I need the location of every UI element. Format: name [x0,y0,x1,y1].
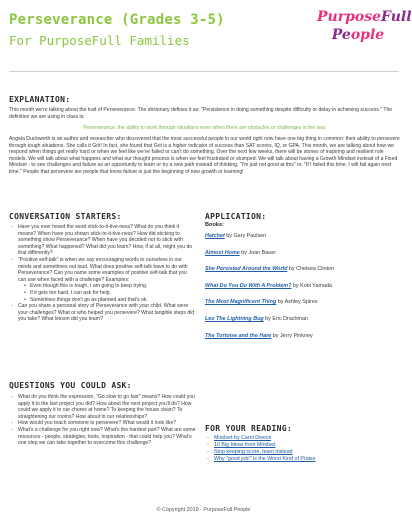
explanation-body: This month we're talking about the trait of Perseverance. The dictionary defines it as: "Persistence in doing something despite difficulty or delay in achieving success." The definition we are using in class is: [9,107,393,120]
list-item: • Even though this is tough, I am going to keep trying. [30,283,195,290]
grit-story [9,136,401,176]
conversation-list [9,224,195,323]
book-item: What Do You Do With A Problem? by Kobi Yamada [205,282,332,289]
copyright-footer: © Copyright 2019 - PurposeFull People [156,507,251,513]
list-item: - What's a challenge for you right now? What's the hardest part? What are some resources - people, strategies, tools, inspiration - that could help you? What's one step we can take together to overcome this challenge? [18,427,197,447]
grit-story-text: Angela Duckworth is an author and researcher who discovered that the most successful people in our world right now have one big thing in common: their ability to persevere through tough situations. She calls it Grit! In fact, she found that Grit is a higher indicator of success than SAT scores, IQ, or GPA. This month, we are talking about how we respond when things get really hard or when we feel like we've failed or can't do something. Over the next few weeks, there will be stories of inspiring and resilient role models. We will talk about what happens and what our thought process is when we feel frustrated or stumped. We will talk about having a Growth Mindset instead of a Fixed Mindset - to see challenges and failure as an opportunity to learn or try a new path instead of thinking, "I'm just not good at this" or, "If I failed this time, I will fail again next time." People that persevere are people that know failure is just the beginning of new growth or learning! [9,136,400,175]
book-link[interactable]: The Tortoise and the Hare [205,332,272,339]
reading-link[interactable]: - Mindset by Carol Dweck [214,435,400,442]
application-section [205,212,400,349]
book-item: Leo The Lightning Bug by Eric Drachman [205,315,309,322]
conversation-starters-section [9,212,195,323]
explanation-heading: EXPLANATION: [9,95,71,104]
list-item: - What do you think the expression, "Go slow to go fast" means? How could you apply it to the last project you did? How about the next project you'll do? How could we apply it to our chores at home? To keeping the house clean? To straightening our rooms? How about in our relationships? [18,394,197,420]
book-item: Hatchet by Gary Paulsen [205,233,267,239]
book-item: Almost Home by Joan Bauer [205,249,277,256]
reading-link[interactable]: - Why "good job!" is the Worst Kind of Praise [214,456,400,463]
reading-link[interactable]: - Stop keeping score, learn instead [214,449,400,456]
book-link[interactable]: Almost Home [205,249,240,256]
conversation-heading: CONVERSATION STARTERS: [9,212,122,221]
page-title: Perseverance (Grades 3-5) [9,12,225,28]
list-item: - "Positive self-talk" is when we say encouraging words to ourselves in our minds and sometimes out loud. What does positive self-talk have to do with Perseverance? Can you name some examples of positive self-talk that you can use when faced with a challenge? Examples: • Even though this is tough, I am going to keep trying. • If it gets too hard, I can ask for help. • Sometimes things don't go as planned and that's ok. [18,257,195,303]
header-divider [9,71,399,72]
questions-section [9,381,197,447]
list-item: • If it gets too hard, I can ask for help. [30,290,195,297]
book-item: The Tortoise and the Hare by Jerry Pinkney [205,332,313,339]
reading-heading: FOR YOUR READING: [205,424,292,433]
reading-link[interactable]: - 10 Big Ideas from Mindset [214,442,400,449]
book-link[interactable]: Hatchet [205,233,225,239]
purposefull-people-logo: PurposeFull People [317,9,412,43]
definition-text: Perseverance: the ability to work through situations even when there are obstacles or challenges in the way. [83,125,327,132]
books-label: Books: [205,222,224,228]
book-item: The Most Magnificent Thing by Ashley Spires [205,299,318,306]
list-item: - Can you share a personal story of Perseverance with your child. What were your challenges? What or who helped you persevere? What tangible steps did you take? What lesson did you learn? [18,303,195,323]
reading-section [205,424,400,463]
list-item: • Sometimes things don't go as planned and that's ok. [30,297,195,304]
application-heading: APPLICATION: [205,212,267,221]
page-header [9,12,309,49]
questions-heading: QUESTIONS YOU COULD ASK: [9,381,132,390]
list-item: - How would you teach someone to persevere? What would it look like? [18,420,197,427]
explanation-section [9,95,401,132]
examples-list [18,283,195,303]
page-subtitle: For PurposeFull Families [9,33,190,48]
questions-list [9,394,197,447]
book-link[interactable]: What Do You Do With A Problem? [205,282,292,289]
list-item: - Have you ever heard the word stick-to-it-tive-ness? What do you think it means? When have you shown stick-to-it-tive-ness? How did sticking to something show Perseverance? When have you decided not to stick with something? What happened? What did you learn? How, if at all, might you do that differently? [18,224,195,257]
book-item: She Persisted Around the World by Chelsea Clinton [205,266,335,273]
reading-list [205,435,400,463]
book-link[interactable]: Leo The Lightning Bug [205,315,264,322]
book-link[interactable]: The Most Magnificent Thing [205,299,277,306]
book-link[interactable]: She Persisted Around the World [205,266,288,273]
